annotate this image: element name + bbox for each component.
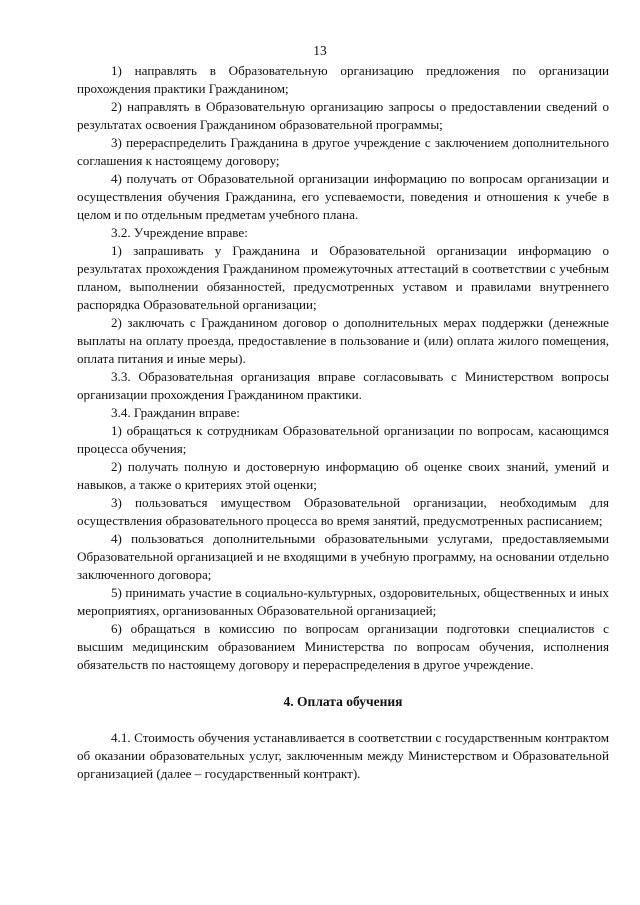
paragraph: 2) заключать с Гражданином договор о дополнительных мерах поддержки (денежные выплаты на оплату проезда, предоставление в пользование и (или) оплата жилого помещения, оплата питания и иные меры). — [77, 315, 609, 366]
paragraph: 3.3. Образовательная организация вправе согласовывать с Министерством вопросы организации прохождения Гражданином практики. — [77, 369, 609, 402]
page-number: 13 — [313, 43, 327, 58]
paragraph: 4.1. Стоимость обучения устанавливается в соответствии с государственным контрактом об оказании образовательных услуг, заключенным между Министерством и Образовательной организацией (далее – государственный контракт). — [77, 730, 609, 781]
paragraph: 4) пользоваться дополнительными образовательными услугами, предоставляемыми Образовательной организацией и не входящими в учебную программу, на основании отдельно заключенного договора; — [77, 531, 609, 582]
section-heading: 4. Оплата обучения — [283, 694, 403, 709]
paragraph: 6) обращаться в комиссию по вопросам организации подготовки специалистов с высшим медицинским образованием Министерства по вопросам обучения, исполнения обязательств по настоящему договору и перераспределения в другое учреждение. — [77, 621, 609, 672]
document-body — [77, 62, 609, 783]
paragraph: 3) перераспределить Гражданина в другое учреждение с заключением дополнительного соглашения к настоящему договору; — [77, 135, 609, 168]
paragraphs-after-heading — [77, 729, 609, 783]
paragraph: 2) направлять в Образовательную организацию запросы о предоставлении сведений о результатах освоения Гражданином образовательной программы; — [77, 99, 609, 132]
paragraph: 3.2. Учреждение вправе: — [111, 225, 248, 240]
paragraph: 5) принимать участие в социально-культурных, оздоровительных, общественных и иных мероприятиях, организованных Образовательной организацией; — [77, 585, 609, 618]
paragraph: 4) получать от Образовательной организации информацию по вопросам организации и осуществления обучения Гражданина, его успеваемости, поведения и отношения к учебе в целом и по отдельным предметам учебного плана. — [77, 171, 609, 222]
paragraphs-before-heading — [77, 62, 609, 674]
paragraph: 3.4. Гражданин вправе: — [111, 405, 240, 420]
paragraph: 1) обращаться к сотрудникам Образовательной организации по вопросам, касающимся процесса обучения; — [77, 423, 609, 456]
paragraph: 2) получать полную и достоверную информацию об оценке своих знаний, умений и навыков, а также о критериях этой оценки; — [77, 459, 609, 492]
paragraph: 1) направлять в Образовательную организацию предложения по организации прохождения практики Гражданином; — [77, 63, 609, 96]
paragraph: 3) пользоваться имуществом Образовательной организации, необходимым для осуществления образовательного процесса во время занятий, предусмотренных расписанием; — [77, 495, 609, 528]
paragraph: 1) запрашивать у Гражданина и Образовательной организации информацию о результатах прохождения Гражданином промежуточных аттестаций в соответствии с учебным планом, выполнении обязанностей, предусмотренных уставом и правилами внутреннего распорядка Образовательной организации; — [77, 243, 609, 312]
